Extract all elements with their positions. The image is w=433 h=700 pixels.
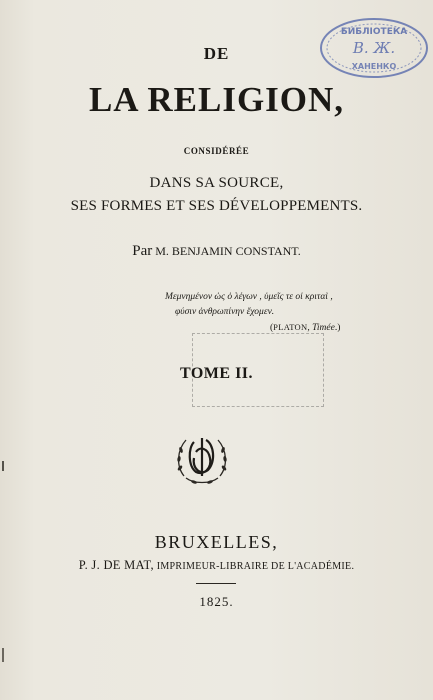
epigraph-line-2: φύσιν ἀνθρωπίνην ἔχομεν.: [175, 307, 275, 317]
attribution-open: (: [270, 323, 274, 333]
author-line: [0, 243, 433, 260]
subtitle-consideree: CONSIDÉRÉE: [183, 146, 250, 156]
publisher-description: IMPRIMEUR-LIBRAIRE DE L'ACADÉMIE.: [153, 561, 355, 572]
publisher-name: P. J. DE MAT,: [78, 558, 154, 572]
imprint-rule: [196, 583, 236, 584]
attribution-author: PLATON: [273, 322, 308, 332]
subtitle-forms: SES FORMES ET SES DÉVELOPPEMENTS.: [70, 198, 363, 214]
monogram-wreath-icon: [172, 428, 232, 490]
edge-mark-lower: [2, 648, 4, 662]
stamp-bottom-text: ХАНЕНКО: [351, 62, 397, 71]
attribution-sep: ,: [307, 323, 313, 333]
volume-label: TOME II.: [179, 365, 254, 382]
attribution-work: Timée: [312, 323, 335, 333]
stamp-top-text: БИБЛІОТЕКА: [340, 27, 408, 37]
subtitle-source: DANS SA SOURCE,: [149, 175, 284, 191]
imprint-year: 1825.: [199, 594, 234, 609]
author-prefix: Par: [132, 243, 153, 259]
imprint-city: BRUXELLES,: [154, 532, 279, 552]
attribution-close: .): [334, 323, 341, 333]
stamp-initials: В. Ж.: [352, 39, 396, 57]
book-title: LA RELIGION,: [88, 80, 345, 119]
edge-mark: [2, 461, 4, 471]
epigraph-line-1: Μεμνημένον ὡς ὁ λέγων , ὑμεῖς τε οἱ κριταὶ ,: [165, 292, 333, 302]
author-name: M. BENJAMIN CONSTANT.: [152, 244, 301, 258]
title-prefix: DE: [203, 44, 230, 63]
imprint-publisher: [0, 558, 433, 573]
